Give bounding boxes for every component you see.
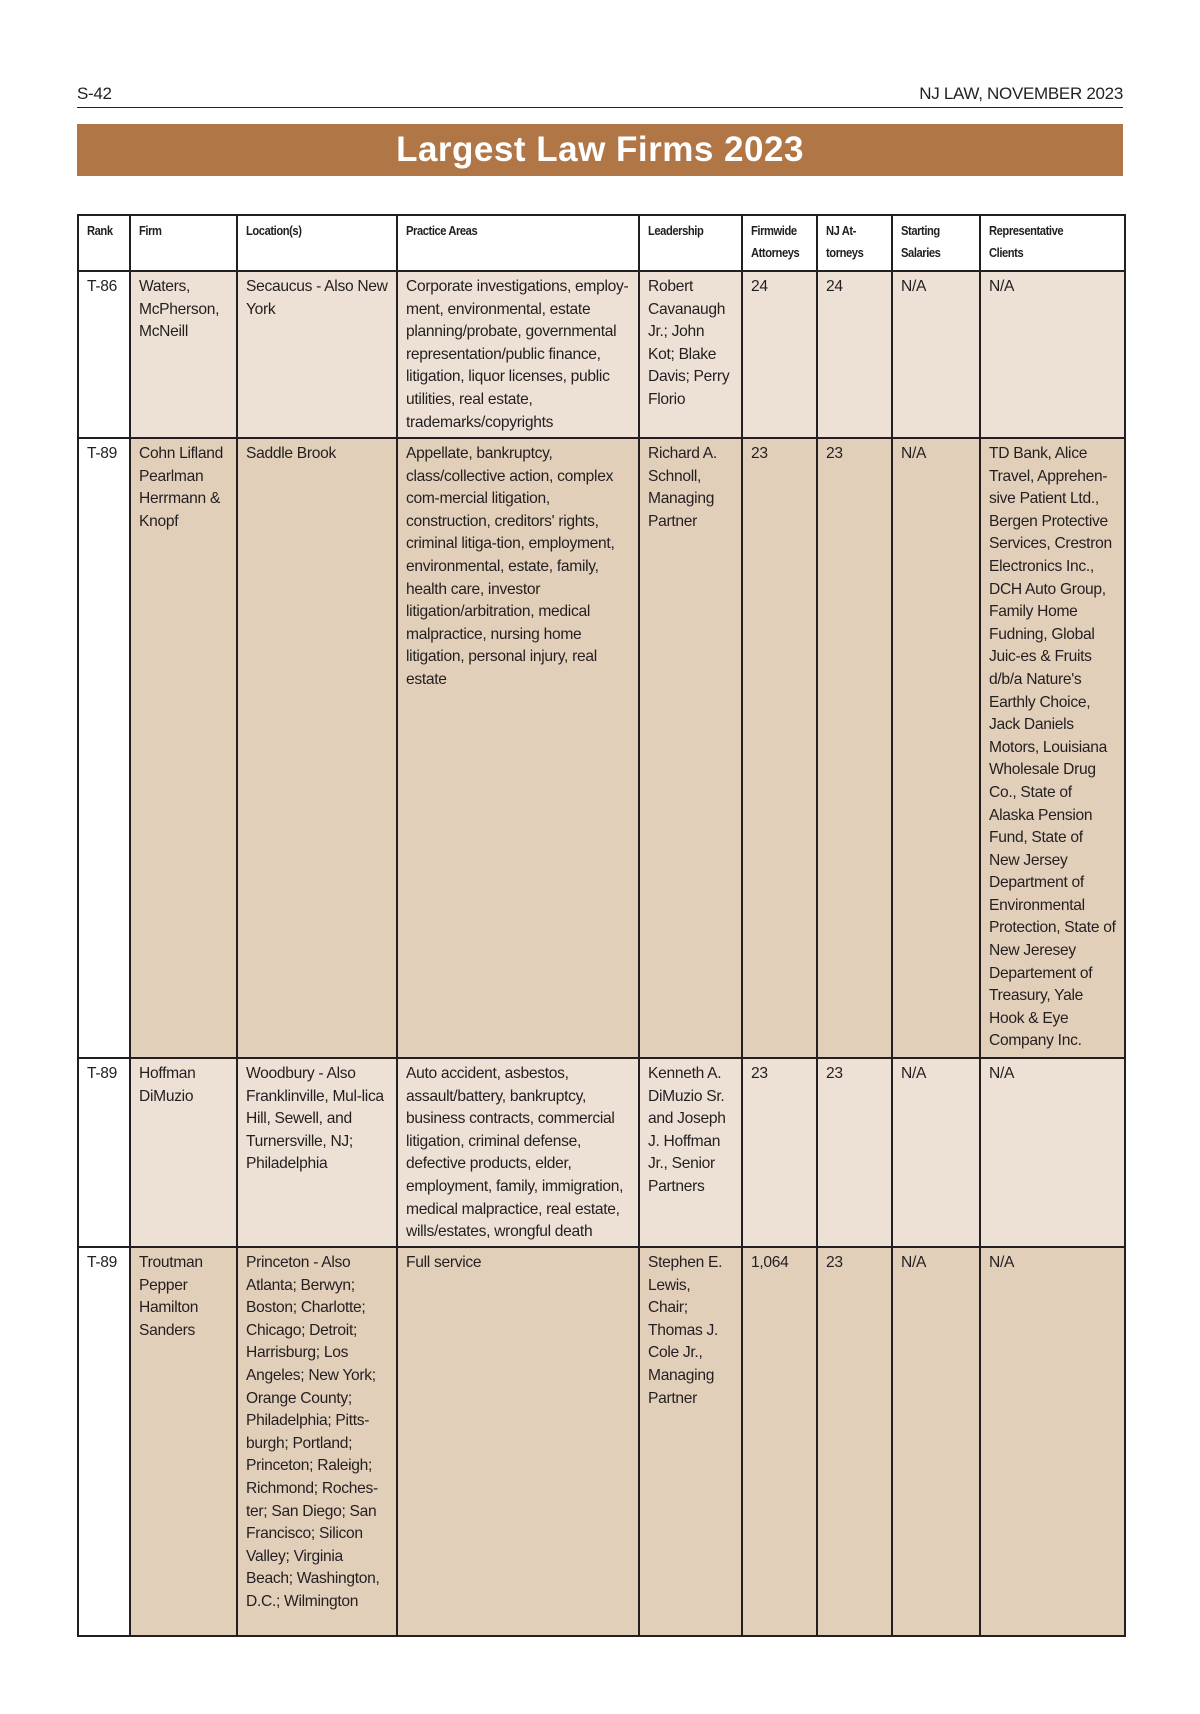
- column-header-starting-salaries: Starting Salaries: [892, 215, 980, 271]
- law-firms-table: [77, 214, 1126, 1637]
- nj-attorneys-cell: 23: [817, 1058, 892, 1247]
- practice-areas-cell: Corporate investigations, employ-ment, environmental, estate planning/probate, governmental representation/public finance, litigation, liquor licenses, public utilities, real estate, trademarks/copyrights: [397, 271, 639, 438]
- practice-areas-cell: Full service: [397, 1247, 639, 1636]
- firmwide-attorneys-cell: 23: [742, 438, 817, 1058]
- rank-cell: T-86: [78, 271, 130, 438]
- table-row: [78, 1247, 1125, 1636]
- representative-clients-cell: N/A: [980, 271, 1125, 438]
- column-header-locations: Location(s): [237, 215, 397, 271]
- column-header-firm: Firm: [130, 215, 237, 271]
- table-row: [78, 1058, 1125, 1247]
- representative-clients-cell: N/A: [980, 1247, 1125, 1636]
- column-header-nj-attorneys: NJ At-torneys: [817, 215, 892, 271]
- practice-areas-cell: Appellate, bankruptcy, class/collective action, complex com-mercial litigation, construction, creditors' rights, criminal litiga-tion, employment, environmental, estate, family, health care, investor litigation/arbitration, medical malpractice, nursing home litigation, personal injury, real estate: [397, 438, 639, 1058]
- column-header-representative-clients: Representative Clients: [980, 215, 1125, 271]
- firm-cell: Cohn Lifland Pearlman Herrmann & Knopf: [130, 438, 237, 1058]
- leadership-cell: Robert Cavanaugh Jr.; John Kot; Blake Davis; Perry Florio: [639, 271, 742, 438]
- firm-cell: Troutman Pepper Hamilton Sanders: [130, 1247, 237, 1636]
- locations-cell: Princeton - Also Atlanta; Berwyn; Boston; Charlotte; Chicago; Detroit; Harrisburg; Los Angeles; New York; Orange County; Philadelphia; Pitts-burgh; Portland; Princeton; Raleigh; Richmond; Roches-ter; San Diego; San Francisco; Silicon Valley; Virginia Beach; Washington, D.C.; Wilmington: [237, 1247, 397, 1636]
- leadership-cell: Stephen E. Lewis, Chair; Thomas J. Cole Jr., Managing Partner: [639, 1247, 742, 1636]
- nj-attorneys-cell: 23: [817, 438, 892, 1058]
- title-banner: [77, 124, 1123, 176]
- starting-salaries-cell: N/A: [892, 1058, 980, 1247]
- firmwide-attorneys-cell: 23: [742, 1058, 817, 1247]
- practice-areas-cell: Auto accident, asbestos, assault/battery, bankruptcy, business contracts, commercial litigation, criminal defense, defective products, elder, employment, family, immigration, medical malpractice, real estate, wills/estates, wrongful death: [397, 1058, 639, 1247]
- column-header-rank: Rank: [78, 215, 130, 271]
- starting-salaries-cell: N/A: [892, 1247, 980, 1636]
- locations-cell: Saddle Brook: [237, 438, 397, 1058]
- table-header-row: [78, 215, 1125, 271]
- page-title: Largest Law Firms 2023: [396, 130, 804, 169]
- leadership-cell: Richard A. Schnoll, Managing Partner: [639, 438, 742, 1058]
- nj-attorneys-cell: 23: [817, 1247, 892, 1636]
- firmwide-attorneys-cell: 1,064: [742, 1247, 817, 1636]
- starting-salaries-cell: N/A: [892, 271, 980, 438]
- firmwide-attorneys-cell: 24: [742, 271, 817, 438]
- page-number: S-42: [77, 84, 112, 103]
- nj-attorneys-cell: 24: [817, 271, 892, 438]
- column-header-practice-areas: Practice Areas: [397, 215, 639, 271]
- rank-cell: T-89: [78, 438, 130, 1058]
- column-header-leadership: Leadership: [639, 215, 742, 271]
- rank-cell: T-89: [78, 1058, 130, 1247]
- locations-cell: Secaucus - Also New York: [237, 271, 397, 438]
- publication-date: NJ LAW, NOVEMBER 2023: [919, 84, 1123, 103]
- table-row: [78, 438, 1125, 1058]
- representative-clients-cell: N/A: [980, 1058, 1125, 1247]
- starting-salaries-cell: N/A: [892, 438, 980, 1058]
- column-header-firmwide-attorneys: Firmwide Attorneys: [742, 215, 817, 271]
- table-row: [78, 271, 1125, 438]
- representative-clients-cell: TD Bank, Alice Travel, Apprehen-sive Patient Ltd., Bergen Protective Services, Crestron Electronics Inc., DCH Auto Group, Family Home Fudning, Global Juic-es & Fruits d/b/a Nature's Earthly Choice, Jack Daniels Motors, Louisiana Wholesale Drug Co., State of Alaska Pension Fund, State of New Jersey Department of Environmental Protection, State of New Jeresey Departement of Treasury, Yale Hook & Eye Company Inc.: [980, 438, 1125, 1058]
- firm-cell: Hoffman DiMuzio: [130, 1058, 237, 1247]
- locations-cell: Woodbury - Also Franklinville, Mul-lica Hill, Sewell, and Turnersville, NJ; Philadelphia: [237, 1058, 397, 1247]
- page-header: [77, 80, 1123, 108]
- firm-cell: Waters, McPherson, McNeill: [130, 271, 237, 438]
- leadership-cell: Kenneth A. DiMuzio Sr. and Joseph J. Hoffman Jr., Senior Partners: [639, 1058, 742, 1247]
- rank-cell: T-89: [78, 1247, 130, 1636]
